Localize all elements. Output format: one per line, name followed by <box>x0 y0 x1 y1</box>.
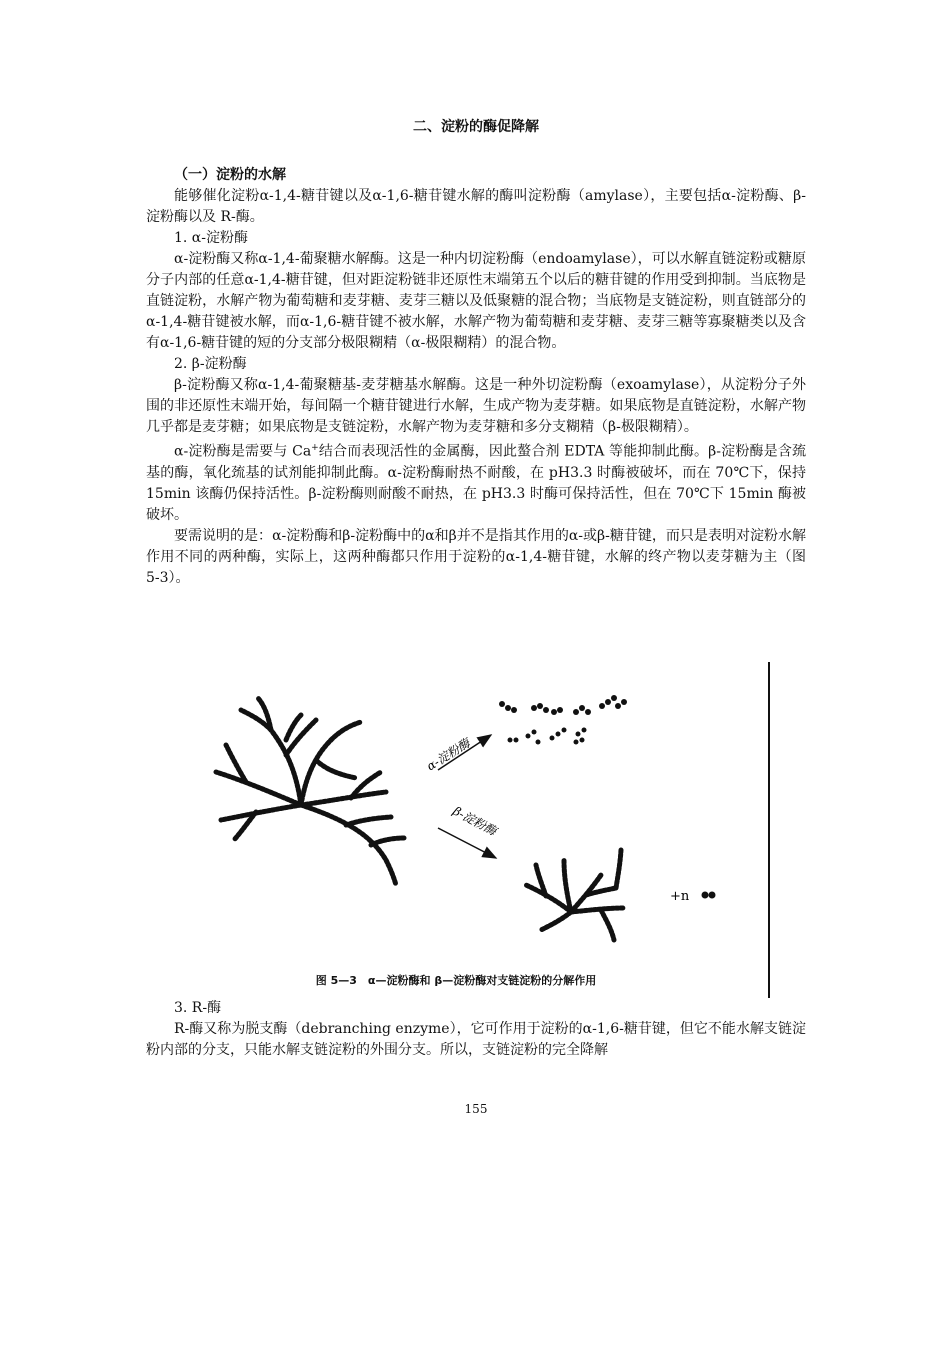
starch-hydrolysis-figure <box>146 660 806 1000</box>
alpha-amylase-label: α-淀粉酶 <box>424 736 473 774</box>
heading-beta-amylase: 2. β-淀粉酶 <box>174 356 247 372</box>
heading-r-enzyme: 3. R-酶 <box>174 1000 222 1016</box>
figure-caption: 图 5—3 α—淀粉酶和 β—淀粉酶对支链淀粉的分解作用 <box>315 974 597 987</box>
p4-superscript: + <box>311 443 319 453</box>
figure-border-line <box>768 662 770 998</box>
section-heading: （一）淀粉的水解 <box>174 167 286 183</box>
paragraph-metal-enzyme <box>146 438 806 526</box>
paragraph-r-enzyme: R-酶又称为脱支酶（debranching enzyme），它可作用于淀粉的α-1,6-糖苷键，但它不能水解支链淀粉内部的分支，只能水解支链淀粉的外围分支。所以，支链淀粉的完全降解 <box>146 1021 806 1058</box>
page-title: 二、淀粉的酶促降解 <box>413 119 539 135</box>
text-block-lower <box>146 998 806 1061</box>
paragraph-beta-amylase: β-淀粉酶又称α-1,4-葡聚糖基-麦芽糖基水解酶。这是一种外切淀粉酶（exoamylase），从淀粉分子外围的非还原性末端开始，每间隔一个糖苷键进行水解，生成产物为麦芽糖。如果底物是直链淀粉，水解产物几乎都是麦芽糖；如果底物是支链淀粉，水解产物为麦芽糖和多分支糊精（β-极限糊精）。 <box>146 377 806 435</box>
p4-part-a: α-淀粉酶是需要与 Ca <box>174 443 312 460</box>
paragraph-note: 要需说明的是：α-淀粉酶和β-淀粉酶中的α和β并不是指其作用的α-或β-糖苷键，而只是表明对淀粉水解作用不同的两种酶，实际上，这两种酶都只作用于淀粉的α-1,4-糖苷键，水解的终产物以麦芽糖为主（图 5-3）。 <box>146 527 806 586</box>
p4-part-b: 结合而表现活性的金属酶，因此螯合剂 EDTA 等能抑制此酶。β-淀粉酶是含巯基的酶，氧化巯基的试剂能抑制此酶。α-淀粉酶耐热不耐酸，在 pH3.3 时酶被破坏，而在 70℃下，保持 15min 该酶仍保持活性。β-淀粉酶则耐酸不耐热，在 pH3.3 时酶可保持活性，但在 70℃下 15min 酶被破坏。 <box>146 443 806 523</box>
paragraph-intro: 能够催化淀粉α-1,4-糖苷键以及α-1,6-糖苷键水解的酶叫淀粉酶（amylase），主要包括α-淀粉酶、β-淀粉酶以及 R-酶。 <box>146 188 806 225</box>
amylopectin-molecule-icon <box>216 698 404 885</box>
maltose-icon <box>702 892 716 899</box>
plus-n-label: +n <box>670 889 690 904</box>
paragraph-alpha-amylase: α-淀粉酶又称α-1,4-葡聚糖水解酶。这是一种内切淀粉酶（endoamylase），可以水解直链淀粉或糖原分子内部的任意α-1,4-糖苷键，但对距淀粉链非还原性末端第五个以后的糖苷键的作用受到抑制。当底物是直链淀粉，水解产物为葡萄糖和麦芽糖、麦芽三糖以及低聚糖的混合物；当底物是支链淀粉，则直链部分的α-1,4-糖苷键被水解，而α-1,6-糖苷键不被水解，水解产物为葡萄糖和麦芽糖、麦芽三糖等寡聚糖类以及含有α-1,6-糖苷键的短的分支部分极限糊精（α-极限糊精）的混合物。 <box>146 251 806 351</box>
page-number: 155 <box>464 1102 488 1116</box>
alpha-products-icon <box>499 695 627 745</box>
heading-alpha-amylase: 1. α-淀粉酶 <box>174 230 248 246</box>
text-block-upper <box>146 165 806 589</box>
beta-limit-dextrin-icon <box>526 850 624 940</box>
beta-amylase-label: β-淀粉酶 <box>450 803 499 839</box>
